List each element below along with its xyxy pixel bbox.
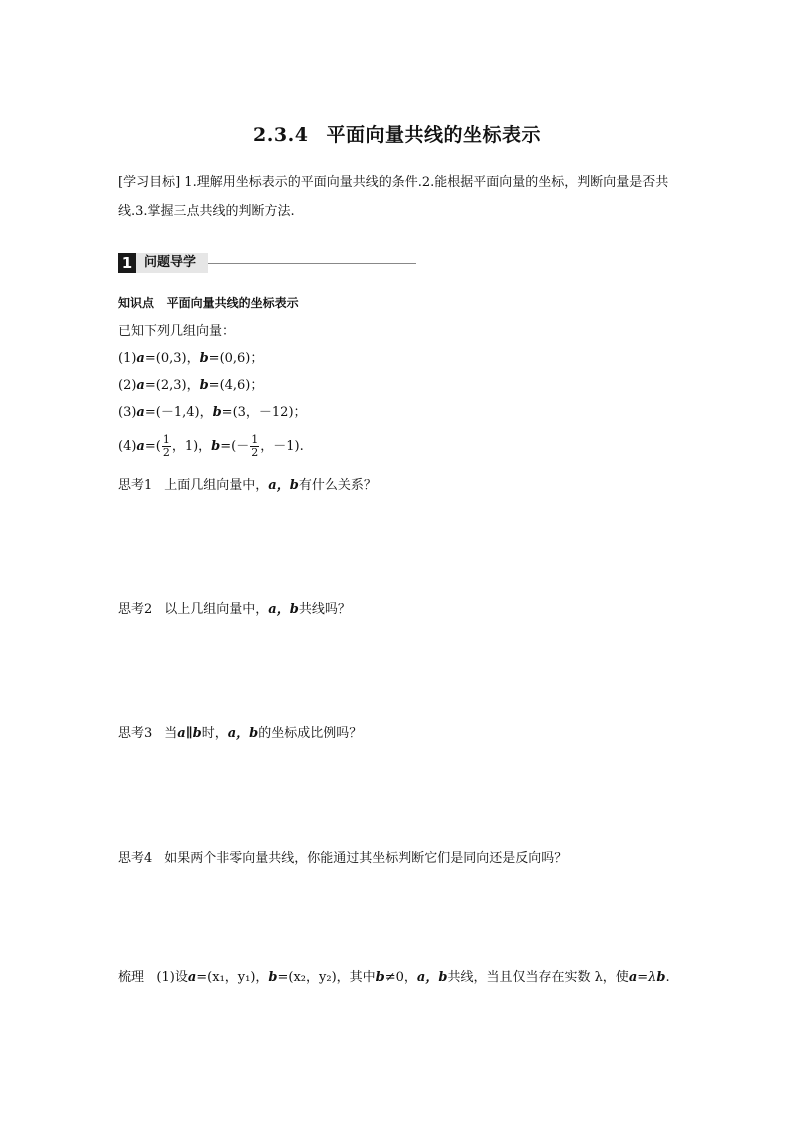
fraction-numerator: 1 — [162, 433, 170, 446]
knowledge-title: 平面向量共线的坐标表示 — [166, 296, 299, 310]
group-index: (4) — [118, 439, 137, 454]
fraction-numerator: 1 — [251, 433, 259, 446]
vector-group-1 — [118, 345, 263, 372]
summary-label: 梳理 — [118, 970, 145, 985]
vec-b: b — [375, 970, 385, 985]
equals: = — [637, 970, 649, 985]
group-index: (1) — [118, 351, 137, 366]
think-vars: a∥b — [177, 726, 202, 741]
summary-paragraph — [118, 964, 680, 992]
group-index: (2) — [118, 378, 137, 393]
lambda: λ — [648, 970, 657, 985]
vec-a: a — [187, 970, 197, 985]
goals-text: 1.理解用坐标表示的平面向量共线的条件.2.能根据平面向量的坐标，判断向量是否共线.3.掌握三点共线的判断方法. — [118, 175, 669, 219]
summary-text: (1)设 — [156, 970, 188, 985]
think-vars: a，b — [268, 478, 299, 493]
think-text: 以上几组向量中， — [164, 602, 269, 617]
vec-ab: a，b — [416, 970, 448, 985]
vec-a-coords: =(0,3)， — [144, 351, 200, 366]
vec-a-coords: =(2,3)， — [144, 378, 200, 393]
vec-b: b — [656, 970, 666, 985]
vec-b-close: ，－1). — [260, 439, 304, 454]
section-number: 2.3.4 — [253, 124, 309, 146]
think-1 — [118, 474, 377, 493]
vector-group-4 — [118, 432, 304, 462]
condition: ≠0， — [384, 970, 417, 985]
section-header — [118, 252, 416, 274]
vec-b: b — [199, 351, 209, 366]
vec-a-close: ，1)， — [171, 439, 212, 454]
think-4 — [118, 847, 567, 866]
vec-a-open: =( — [144, 439, 161, 454]
title-text: 平面向量共线的坐标表示 — [326, 124, 541, 146]
fraction-one-half — [162, 434, 171, 459]
think-label: 思考2 — [118, 602, 153, 617]
section-rule — [208, 263, 416, 264]
think-label: 思考1 — [118, 478, 153, 493]
think-label: 思考3 — [118, 726, 153, 741]
vec-b-coords: =(4,6)； — [208, 378, 264, 393]
vec-b-open: =(－ — [220, 439, 250, 454]
think-2 — [118, 598, 351, 617]
section-number-box: 1 — [118, 253, 136, 273]
vec-b: b — [211, 439, 221, 454]
knowledge-label: 知识点 — [118, 296, 155, 310]
period: . — [665, 970, 670, 985]
think-text-end: 有什么关系？ — [298, 478, 377, 493]
summary-text: 共线，当且仅当存在实数 λ，使 — [447, 970, 629, 985]
think-text-mid: 时， — [201, 726, 228, 741]
page-title — [0, 120, 794, 147]
vector-group-3 — [118, 399, 307, 426]
think-text-end: 共线吗？ — [298, 602, 351, 617]
fraction-denominator: 2 — [251, 446, 259, 459]
vec-a: a — [136, 405, 145, 420]
think-label: 思考4 — [118, 851, 153, 866]
vec-b-coords: =(x₂，y₂)，其中 — [277, 970, 376, 985]
vec-b-coords: =(3，－12)； — [221, 405, 307, 420]
vec-a-coords: =(x₁，y₁)， — [196, 970, 269, 985]
intro-text: 已知下列几组向量： — [118, 324, 236, 339]
think-text-end: 的坐标成比例吗？ — [258, 726, 363, 741]
think-text: 如果两个非零向量共线，你能通过其坐标判断它们是同向还是反向吗？ — [164, 851, 568, 866]
think-text: 当 — [164, 726, 178, 741]
section-title: 问题导学 — [136, 253, 208, 273]
goals-label: [学习目标] — [118, 175, 181, 190]
vec-a: a — [628, 970, 638, 985]
think-text: 上面几组向量中， — [164, 478, 269, 493]
vector-group-2 — [118, 372, 263, 399]
vec-a: a — [136, 351, 145, 366]
fraction-one-half — [250, 434, 259, 459]
think-vars-2: a，b — [227, 726, 259, 741]
vec-a: a — [136, 439, 145, 454]
vec-b: b — [268, 970, 278, 985]
vec-b: b — [199, 378, 209, 393]
think-3 — [118, 722, 362, 741]
vec-a: a — [136, 378, 145, 393]
vec-a-coords: =(－1,4)， — [144, 405, 213, 420]
fraction-denominator: 2 — [162, 446, 170, 459]
think-vars: a，b — [268, 602, 299, 617]
group-index: (3) — [118, 405, 137, 420]
vec-b: b — [212, 405, 222, 420]
knowledge-heading — [118, 290, 299, 317]
vec-b-coords: =(0,6)； — [208, 351, 264, 366]
learning-goals — [118, 168, 684, 226]
